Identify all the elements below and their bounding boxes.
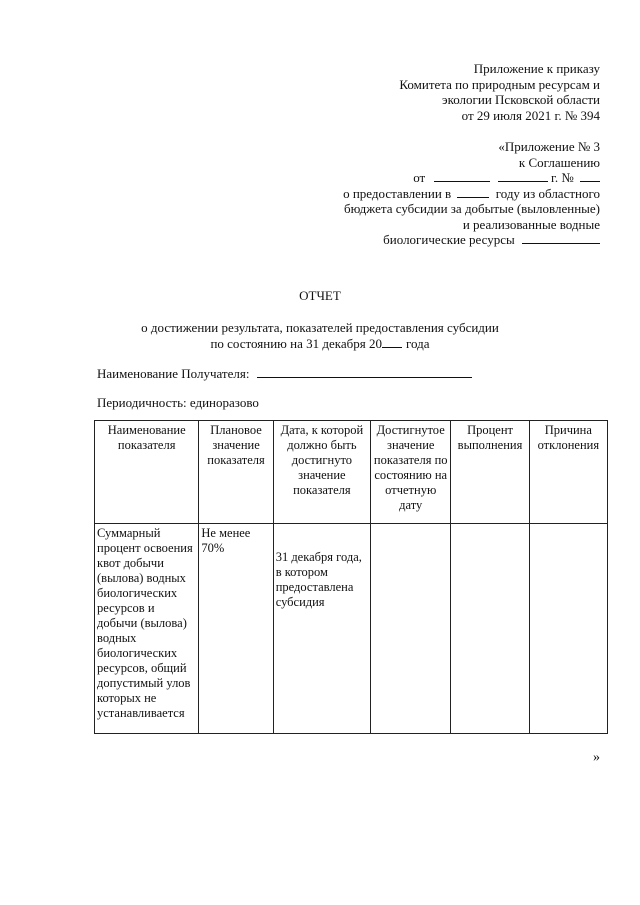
column-header-name: Наименование показателя: [95, 421, 199, 524]
date-day-blank: [434, 170, 490, 182]
recipient-line: [97, 366, 472, 382]
year-blank: [457, 186, 489, 198]
indicators-table: [94, 420, 608, 734]
column-header-reason: Причина отклонения: [529, 421, 607, 524]
order-reference-block: [399, 61, 600, 123]
cell-indicator-name: Суммарный процент освоения квот добычи (вылова) водных биологических ресурсов и добычи (вылова) водных биологических ресурсов, общий допустимый улов которых не устанавливается: [95, 524, 199, 734]
report-year-blank: [382, 336, 402, 348]
order-reference-line-1: Приложение к приказу: [473, 61, 600, 76]
cell-reason: [529, 524, 607, 734]
report-subtitle-line-1: о достижении результата, показателей предоставления субсидии: [141, 320, 499, 335]
report-title: ОТЧЕТ: [299, 288, 341, 303]
appendix-resources-line: и реализованные водные: [462, 216, 600, 232]
appendix-number: «Приложение № 3: [498, 139, 600, 154]
agreement-number-blank: [580, 170, 600, 182]
column-header-planned: Плановое значение показателя: [199, 421, 273, 524]
appendix-bio-line: [343, 232, 600, 248]
appendix-date-prefix: от: [413, 170, 426, 185]
appendix-date-line: [343, 170, 600, 186]
table-row: [95, 524, 608, 734]
appendix-budget-line: бюджета субсидии за добытые (выловленные): [344, 201, 600, 216]
report-subtitle-prefix: по состоянию на 31 декабря 20: [210, 336, 382, 351]
recipient-blank: [257, 366, 472, 378]
appendix-year-line: [343, 186, 600, 202]
column-header-achieved: Достигнутое значение показателя по состоянию на отчетную дату: [371, 421, 451, 524]
column-header-percent: Процент выполнения: [451, 421, 529, 524]
table-header-row: [95, 421, 608, 524]
appendix-bio-prefix: биологические ресурсы: [383, 232, 515, 247]
appendix-reference-block: [343, 139, 600, 248]
periodicity: Периодичность: единоразово: [97, 395, 259, 410]
order-reference-line-3: экологии Псковской области: [441, 92, 600, 107]
closing-quote: »: [593, 750, 600, 765]
cell-target-date: [273, 524, 370, 734]
appendix-agreement: к Соглашению: [518, 154, 600, 170]
order-reference-line-2: Комитета по природным ресурсам и: [399, 76, 600, 92]
cell-planned-value: Не менее 70%: [199, 524, 273, 734]
report-subtitle-line-2: [0, 336, 640, 352]
order-reference-line-4: от 29 июля 2021 г. № 394: [461, 107, 600, 123]
appendix-number-label: г. №: [550, 170, 574, 185]
report-subtitle-suffix: года: [406, 336, 430, 351]
cell-target-date-text: 31 декабря года, в котором предоставлена субсидия: [275, 550, 362, 609]
column-header-date: Дата, к которой должно быть достигнуто значение показателя: [273, 421, 370, 524]
cell-percent: [451, 524, 529, 734]
recipient-label: Наименование Получателя:: [97, 366, 250, 381]
appendix-year-prefix: о предоставлении в: [343, 185, 452, 201]
cell-achieved-value: [371, 524, 451, 734]
bio-resources-blank: [522, 232, 600, 244]
date-month-blank: [498, 170, 548, 182]
appendix-year-suffix: году из областного: [495, 185, 600, 201]
